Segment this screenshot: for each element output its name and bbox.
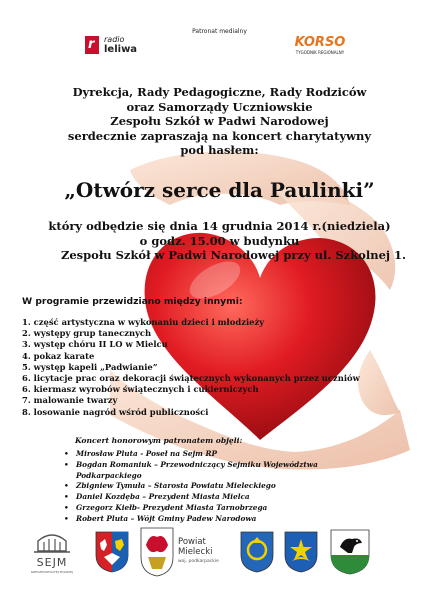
intro-line: oraz Samorządy Uczniowskie — [126, 99, 313, 114]
powiat-label-line2: Mielecki — [178, 547, 213, 557]
footer-logos — [0, 527, 439, 582]
program-item: 5. występ kapeli „Padwianie” — [22, 361, 158, 372]
patrons-title: Koncert honorowym patronatem objęli: — [75, 436, 243, 445]
intro-line: pod hasłem: — [180, 143, 259, 157]
program-title: W programie przewidziano między innymi: — [22, 296, 243, 307]
program-item: 2. występy grup tanecznych — [22, 328, 152, 339]
patron-item: • Bogdan Romaniuk – Przewodniczący Sejmiku Województwa — [64, 460, 318, 471]
patron-item: • Daniel Kozdęba – Prezydent Miasta Mielca — [64, 492, 318, 503]
concert-slogan: „Otwórz serce dla Paulinki” — [64, 178, 375, 202]
program-item: 1. część artystyczna w wykonaniu dzieci i młodzieży — [22, 317, 265, 327]
korso-logo-name: KORSO — [294, 35, 346, 50]
program-item: 3. występ chóru II LO w Mielcu — [22, 339, 168, 350]
tarnobrzeg-coat-of-arms-icon — [284, 531, 318, 573]
sejm-logo-icon — [28, 529, 76, 579]
intro-line: Dyrekcja, Rady Pedagogiczne, Rady Rodziców — [72, 85, 367, 99]
radio-logo-line2: leliwa — [104, 44, 138, 55]
padew-narodowa-coat-of-arms-icon — [330, 529, 370, 575]
patron-item: • Robert Pluta – Wójt Gminy Padew Narodowa — [64, 514, 318, 525]
patron-item: • Zbigniew Tymuła – Starosta Powiatu Mieleckiego — [64, 481, 318, 492]
powiat-label-line1: Powiat — [178, 537, 206, 547]
program-item: 4. pokaz karate — [22, 350, 95, 361]
korso-logo — [290, 35, 350, 57]
patron-item: • Grzegorz Kiełb- Prezydent Miasta Tarnobrzega — [64, 503, 318, 514]
patrons-list — [64, 449, 318, 525]
sejm-logo-subtext: RZECZPOSPOLITEJ POLSKIEJ — [31, 570, 73, 574]
radio-leliwa-logo — [85, 34, 155, 56]
patron-item: • Mirosław Pluta - Poseł na Sejm RP — [64, 449, 318, 460]
program-item: 6. licytacje prac oraz dekoracji świątecznych wykonanych przez uczniów — [22, 373, 360, 384]
invitation-intro — [0, 85, 439, 158]
radio-logo-mark: r — [85, 36, 99, 54]
details-line: który odbędzie się dnia 14 grudnia 2014 r.(niedziela) — [48, 219, 391, 233]
powiat-mielecki-emblem-icon — [140, 527, 174, 577]
details-line: Zespołu Szkół w Padwi Narodowej przy ul. Szkolnej 1. — [60, 248, 407, 262]
mielec-coat-of-arms-icon — [240, 531, 274, 573]
powiat-label-line3: woj. podkarpackie — [178, 559, 219, 564]
sejm-building-icon — [28, 529, 76, 557]
program-item: 8. losowanie nagród wśród publiczności — [22, 406, 209, 417]
program-item: 7. malowanie twarzy — [22, 395, 118, 406]
event-details — [0, 219, 439, 263]
intro-line: Zespołu Szkół w Padwi Narodowej — [110, 114, 329, 128]
program-item: 6. kiermasz wyrobów świątecznych i cukierniczych — [22, 384, 259, 395]
korso-logo-tagline: TYGODNIK REGIONALNY — [295, 50, 345, 55]
program-list — [22, 317, 360, 418]
powiat-mielecki-label — [178, 537, 219, 567]
media-patron-label: Patronat medialny — [192, 28, 247, 35]
radio-logo-line1: radio — [104, 35, 125, 44]
intro-line: serdecznie zapraszają na koncert charytatywny — [67, 128, 372, 143]
sejm-logo-text: SEJM — [36, 556, 68, 569]
patron-item-continuation: Podkarpackiego — [76, 470, 142, 480]
podkarpackie-coat-of-arms-icon — [95, 531, 129, 573]
details-line: o godz. 15.00 w budynku — [139, 233, 300, 248]
